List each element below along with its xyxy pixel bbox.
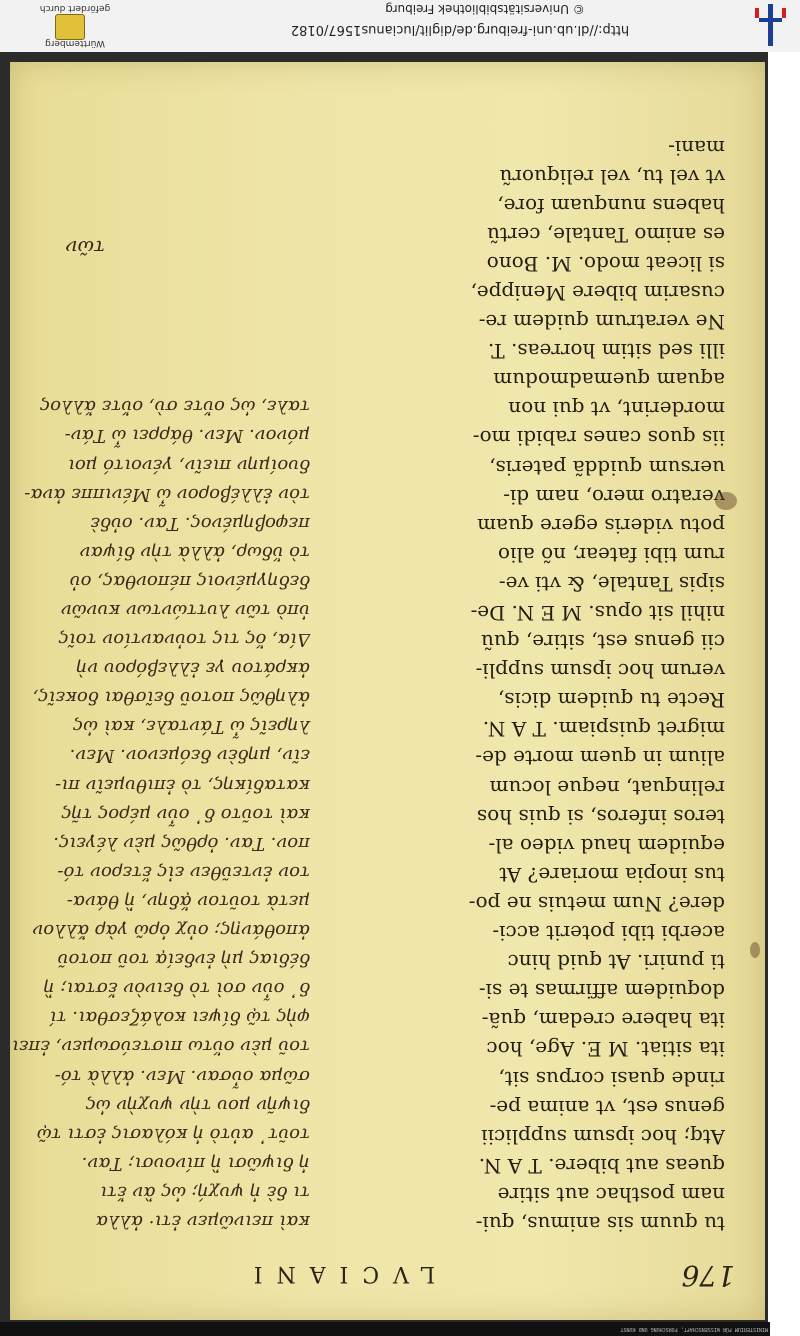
greek-text-line: τὸν ἐλλέβορον ὦ Μένιππε ἀνα- [24,483,310,505]
stain-mark [750,942,760,958]
stain-mark [715,492,737,510]
latin-text-line: vt vel tu, vel reliquorũ [499,164,725,189]
latin-text-line: rum tibi fatear, nõ alio [498,542,725,567]
latin-text-line: es animo Tantale, certũ [486,222,725,247]
greek-text-line: ἀκράτου γε ἐλλεβόρου νὴ [76,658,310,680]
latin-text-line: tu quum sis animus, qui- [475,1212,725,1236]
latin-text-line: Atq; hoc ipsum supplicii [481,1124,725,1149]
scale-ruler: MINISTERIUM FÜR WISSENSCHAFT, FORSCHUNG UND KUNST [0,1322,770,1336]
permalink-url[interactable]: http://dl.ub.uni-freiburg.de/diglit/lucianus1567/0182 [290,22,630,37]
latin-text-line: genus est, vt anima pe- [489,1095,725,1120]
greek-text-line: μετὰ τοῦτον ᾅδην, ἢ θάνα- [66,890,310,912]
library-logo-icon[interactable] [755,4,785,46]
latin-text-line: veratro mero, nam di- [503,484,725,509]
latin-text-line: mani- [668,135,725,160]
latin-text-line: uersum quiddã pateris, [489,455,725,480]
funder-name: Württemberg [45,38,105,48]
latin-text-line: ita habere credam, quã- [481,1008,725,1033]
latin-text-line: doquidem affirmas te si- [478,979,725,1004]
greek-text-line: ἡ διψῶσι ἢ πίνουσι; Ταν. [81,1152,310,1174]
latin-text-line: teros inferos, si quis hos [476,804,725,829]
latin-text-line: Recte tu quidem dicis, [497,688,725,713]
latin-text-line: equidem haud video al- [488,833,725,858]
funder-credit [30,2,120,59]
latin-text-line: illi sed sitim horreas. T. [487,339,725,364]
greek-text-line: καὶ τοῦτο δ᾽ οὖν μέρος τῆς [61,803,310,825]
greek-text-line: ληρεῖς ὦ Τάνταλε, καὶ ὡς [73,716,310,738]
funder-text: gefördert durch [39,3,111,13]
book-page-scan [10,62,765,1320]
greek-text-line: τοῦτ᾽ αὐτὸ ἡ κόλασις ἐστι τῷ [36,1123,310,1145]
greek-text-line: φὴς τῷ δίψει κολάζεσθαι. τί [49,1007,310,1029]
latin-text-line: morderint, vt qui non [508,397,725,422]
latin-text-line: potu videris egere quam [477,513,725,538]
latin-text-line: cii genus est, sitire, quũ [481,630,725,655]
greek-text-line: ὑπὸ τῶν λυττώντων κυνῶν [60,600,310,622]
viewer-header [0,0,800,53]
latin-text-line: Ne veratrum quidem re- [478,310,725,335]
latin-text-line: iis quos canes rabidi mo- [472,426,725,451]
running-title: LVCIANI [239,1261,435,1286]
rotated-page-content [10,62,765,1320]
greek-text-line: πεφοβημένος. Ταν. οὐδὲ [90,512,310,534]
latin-text-line: alium in quem morte de- [475,746,725,771]
page-header [35,1252,735,1292]
right-gutter [768,52,800,1336]
greek-text-line: δεδηγμένοις πέπονθας, οὐ [69,570,310,592]
latin-text-line: aquam quemadmodum [493,368,725,393]
greek-text-line: τὸ ὕδωρ, ἀλλὰ τὴν δίψαν [79,541,310,563]
latin-text-column [345,132,725,1238]
latin-text-line: relinquat, neque locum [489,775,725,800]
greek-text-line: ἀληθῶς ποτοῦ δεῖσθαι δοκεῖς, [32,687,310,709]
latin-text-line: rinde quasi corpus sit, [498,1066,725,1091]
greek-text-line: καταδίκης, τὸ ἐπιθυμεῖν πι- [55,774,310,796]
greek-text-line: σῶμα οὖσαν. Μεν. ἀλλὰ τό- [54,1065,310,1087]
latin-text-line: tus inopia moriare? At [499,862,725,887]
latin-text-line: ti puniri. At quid hinc [507,950,725,975]
greek-text-line: δέδιας μὴ ἐνδείᾳ τοῦ ποτοῦ [57,949,310,971]
greek-text-line: δυοίμην πιεῖν, γένοιτό μοι [67,454,310,476]
greek-text-line: μόνον. Μεν. θάρρει ὦ Τάν- [64,425,310,447]
greek-text-line: εῖν, μηδὲν δεόμενον. Μεν. [69,745,310,767]
latin-text-line: nihil sit opus. M E N. De- [470,601,725,626]
greek-text-line: πον. Ταν. ὀρθῶς μὲν λέγεις. [53,832,310,854]
greek-text-line: ἀποθάνῃς; οὐχ ὁρῶ γὰρ ἄλλον [32,920,310,942]
latin-text-line: dere? Num metuis ne po- [468,891,725,916]
latin-text-line: ita sitiat. M E. Age, hoc [486,1037,725,1062]
greek-text-line: τι δὲ ἡ ψυχή; ὡς ἂν ἔτι [100,1181,310,1203]
greek-text-line: διψῆν μου τὴν ψυχὴν ὡς [85,1094,310,1116]
latin-text-line: sipis Tantale, & vti ve- [498,571,725,596]
greek-text-line: δ᾽ οὖν σοὶ τὸ δεινὸν ἔσται; ἢ [43,978,310,1000]
latin-text-line: habens nunquam fore, [497,193,725,218]
latin-text-line: cusarim bibere Menippe, [470,281,725,305]
latin-text-line: acerbi tibi poterit acci- [492,921,725,946]
latin-text-line: verum hoc ipsum suppli- [475,659,725,684]
greek-text-line: τον ἐντεῦθεν εἰς ἕτερον τό- [57,861,310,883]
greek-text-line: καὶ πεινῶμεν ἐτι· ἀλλα [95,1211,310,1232]
page-number: 176 [681,1259,735,1292]
greek-text-line: τοῦ μὲν οὕτω πιστεύσωμεν, ἐπει [11,1036,310,1058]
latin-text-line: nam posthac aut sitire [497,1182,725,1207]
latin-text-line: queas aut bibere. T A N. [478,1153,725,1178]
copyright-notice: © Universitätsbibliothek Freiburg [385,2,585,16]
latin-text-line: migret quispiam. T A N. [482,717,725,742]
greek-handwritten-column [11,392,310,1236]
catchword: τῶν [65,236,105,260]
latin-text-line: si liceat modo. M. Bono [486,251,725,276]
greek-text-line: Δία, ὅς τις τοὐναντίον τοῖς [58,629,310,651]
greek-text-line: ταλε, ὡς οὔτε σὺ, οὔτε ἄλλος [40,396,310,418]
